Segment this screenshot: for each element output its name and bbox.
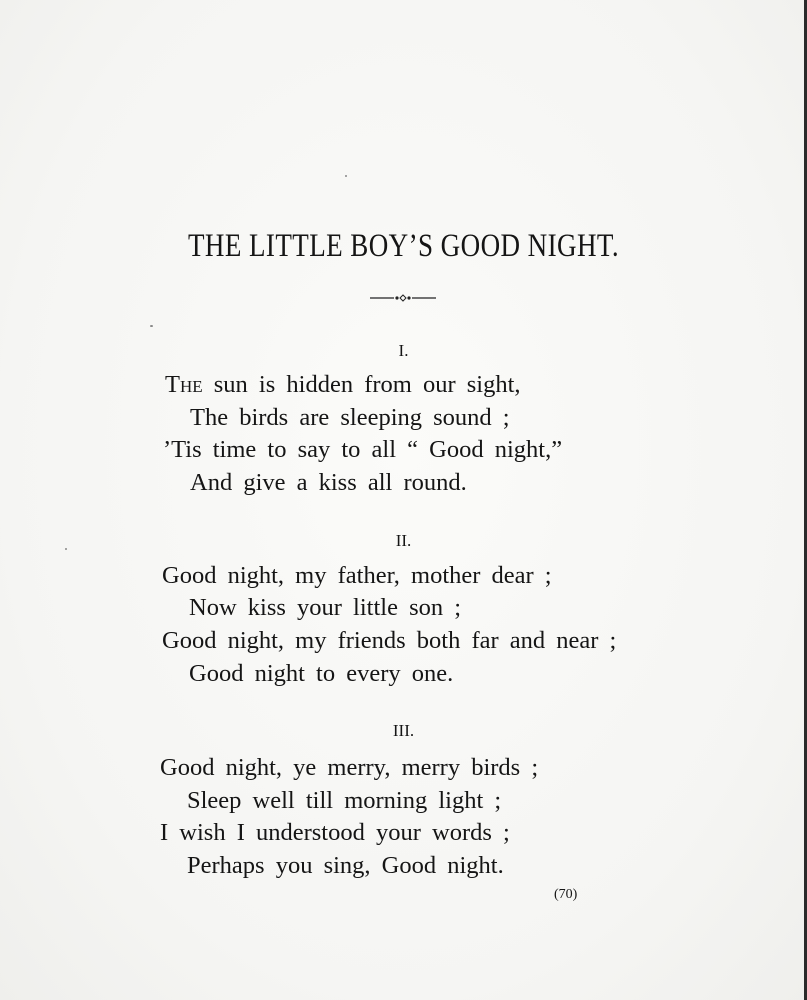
poem-line bbox=[165, 371, 521, 399]
stanza-numeral: II. bbox=[395, 531, 412, 550]
poem-line: The birds are sleeping sound ; bbox=[190, 404, 510, 431]
poem-line: Good night, my father, mother dear ; bbox=[162, 562, 552, 589]
paper-speck bbox=[150, 325, 153, 327]
poem-line: Good night, ye merry, merry birds ; bbox=[160, 754, 539, 781]
poem-line: And give a kiss all round. bbox=[190, 469, 467, 496]
poem-line: Sleep well till morning light ; bbox=[187, 787, 502, 814]
page-number: (70) bbox=[554, 887, 578, 902]
ornament-divider bbox=[370, 292, 436, 304]
stanza-numeral: I. bbox=[398, 341, 409, 360]
poem-title: THE LITTLE BOY’S GOOD NIGHT. bbox=[187, 228, 620, 264]
poem-line: Good night, my friends both far and near ; bbox=[162, 627, 617, 654]
drop-word: The bbox=[165, 371, 203, 398]
poem-line: Good night to every one. bbox=[189, 660, 454, 687]
poem-line: Now kiss your little son ; bbox=[189, 594, 462, 621]
paper-speck bbox=[345, 175, 347, 177]
poem-line: ’Tis time to say to all “ Good night,” bbox=[163, 436, 563, 463]
poem-line: I wish I understood your words ; bbox=[160, 819, 510, 846]
stanza-numeral: III. bbox=[392, 721, 415, 740]
line-text: sun is hidden from our sight, bbox=[202, 371, 521, 398]
poem-line: Perhaps you sing, Good night. bbox=[187, 852, 504, 879]
